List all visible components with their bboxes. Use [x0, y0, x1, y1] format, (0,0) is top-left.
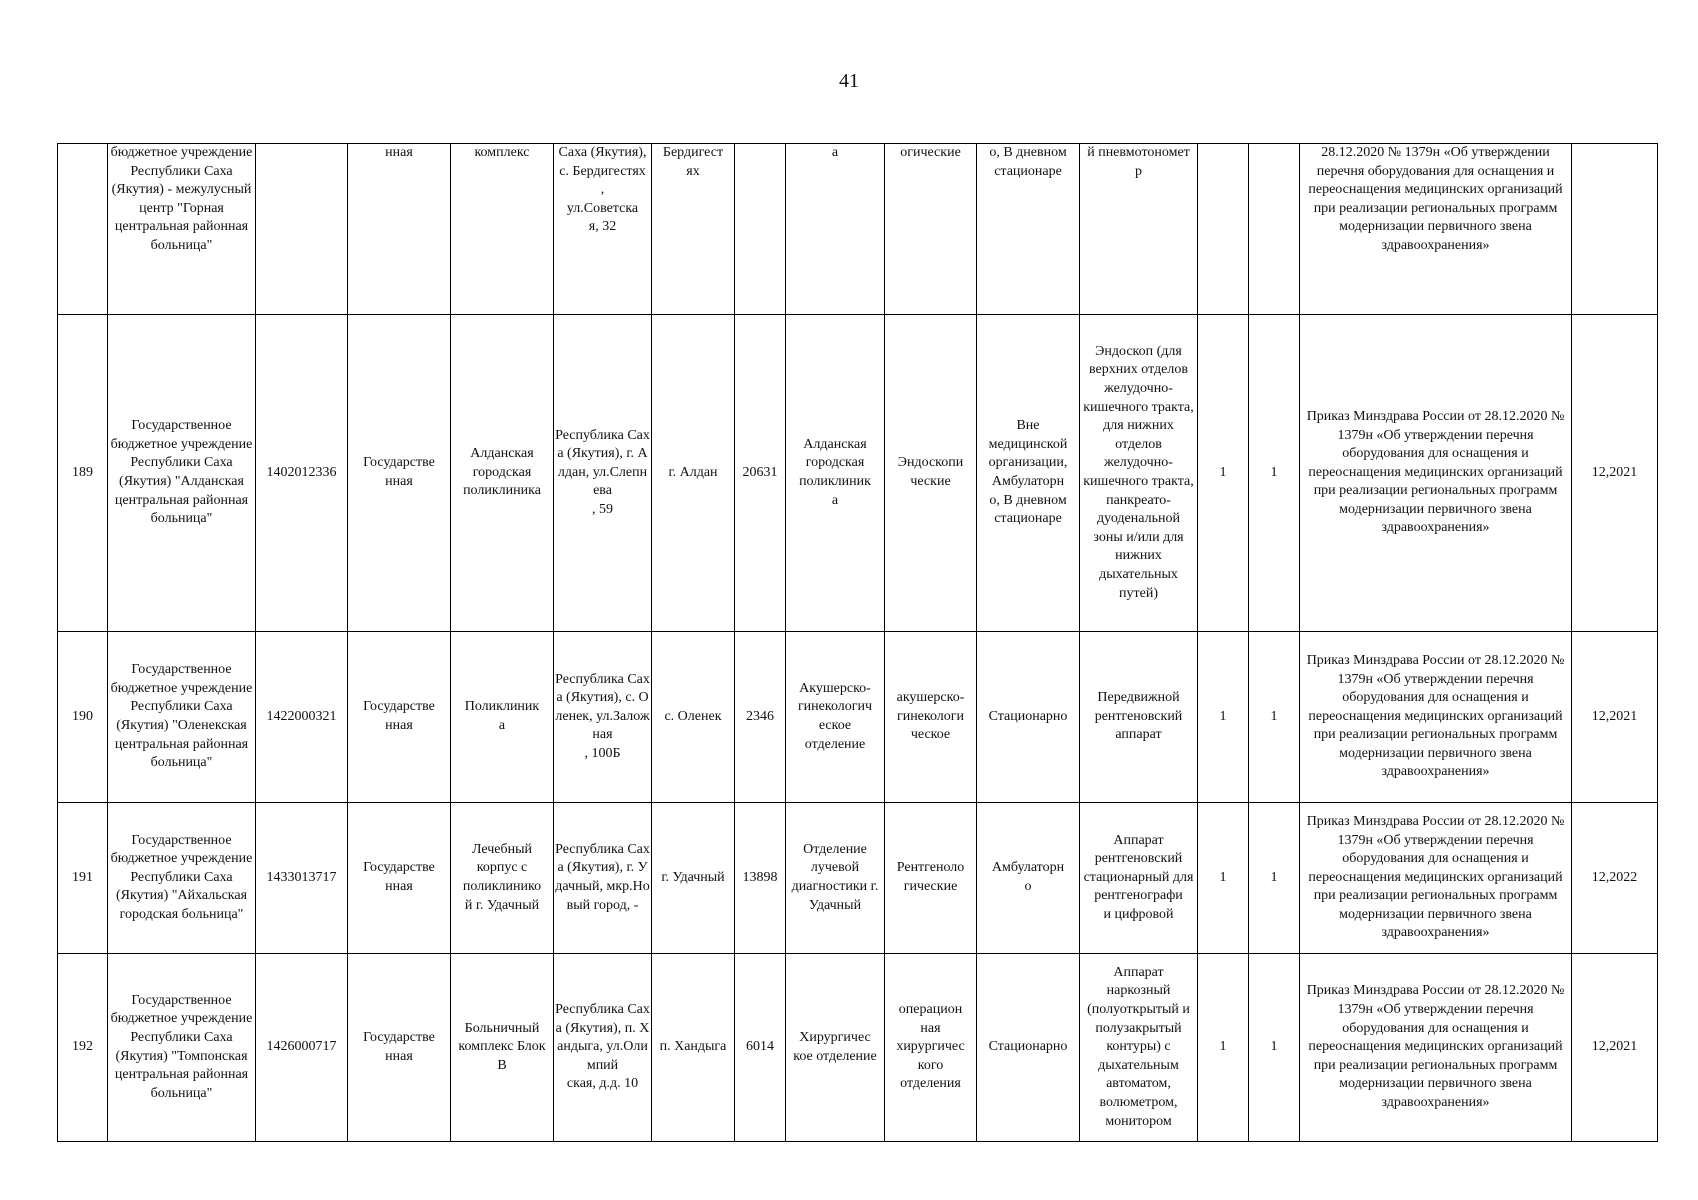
ownership-form-cell: нная [348, 144, 451, 315]
legal-basis-cell: Приказ Минздрава России от 28.12.2020 № 1379н «Об утверждении перечня оборудования для оснащения и переоснащения медицинских организаций при реализации региональных программ модернизации первичного звена здравоохранения» [1300, 954, 1572, 1142]
legal-basis-cell: 28.12.2020 № 1379н «Об утверждении перечня оборудования для оснащения и переоснащения медицинских организаций при реализации региональных программ модернизации первичного звена здравоохранения» [1300, 144, 1572, 315]
conditions-cell: Вне медицинской организации, Амбулаторн о, В дневном стационаре [977, 315, 1080, 632]
quantity-cell: 1 [1198, 632, 1249, 803]
building-cell: комплекс [451, 144, 554, 315]
row-number-cell [58, 144, 108, 315]
unit-cell: Акушерско-гинекологич еское отделение [786, 632, 885, 803]
profile-cell: огические [885, 144, 977, 315]
ownership-form-cell: Государстве нная [348, 315, 451, 632]
ownership-form-cell: Государстве нная [348, 632, 451, 803]
table-row [58, 315, 1658, 632]
organization-cell: Государственное бюджетное учреждение Республики Саха (Якутия) "Томпонская центральная районная больница" [108, 954, 256, 1142]
locality-cell: г. Алдан [652, 315, 735, 632]
date-cell: 12,2021 [1572, 954, 1658, 1142]
profile-cell: операцион ная хирургичес кого отделения [885, 954, 977, 1142]
code-cell: 13898 [735, 803, 786, 954]
equipment-table [57, 143, 1658, 1142]
locality-cell: г. Удачный [652, 803, 735, 954]
address-cell: Республика Саха (Якутия), г. Алдан, ул.Слепнева , 59 [554, 315, 652, 632]
page-number: 41 [839, 70, 859, 92]
locality-cell: с. Оленек [652, 632, 735, 803]
locality-cell: Бердигест ях [652, 144, 735, 315]
organization-cell: Государственное бюджетное учреждение Республики Саха (Якутия) "Айхальская городская больница" [108, 803, 256, 954]
table-row [58, 632, 1658, 803]
date-cell: 12,2022 [1572, 803, 1658, 954]
date-cell: 12,2021 [1572, 632, 1658, 803]
equipment-cell: й пневмотономет р [1080, 144, 1198, 315]
quantity-planned-cell: 1 [1249, 954, 1300, 1142]
building-cell: Больничный комплекс Блок В [451, 954, 554, 1142]
inn-cell: 1426000717 [256, 954, 348, 1142]
quantity-planned-cell: 1 [1249, 632, 1300, 803]
inn-cell: 1422000321 [256, 632, 348, 803]
unit-cell: Алданская городская поликлиник а [786, 315, 885, 632]
quantity-cell: 1 [1198, 954, 1249, 1142]
equipment-cell: Передвижной рентгеновский аппарат [1080, 632, 1198, 803]
conditions-cell: Стационарно [977, 632, 1080, 803]
table-row [58, 803, 1658, 954]
code-cell [735, 144, 786, 315]
inn-cell [256, 144, 348, 315]
inn-cell: 1433013717 [256, 803, 348, 954]
ownership-form-cell: Государстве нная [348, 954, 451, 1142]
unit-cell: а [786, 144, 885, 315]
ownership-form-cell: Государстве нная [348, 803, 451, 954]
inn-cell: 1402012336 [256, 315, 348, 632]
address-cell: Республика Саха (Якутия), г. Удачный, мкр.Новый город, - [554, 803, 652, 954]
locality-cell: п. Хандыга [652, 954, 735, 1142]
address-cell: Республика Саха (Якутия), с. Оленек, ул.Заложная , 100Б [554, 632, 652, 803]
equipment-cell: Аппарат наркозный (полуоткрытый и полузакрытый контуры) с дыхательным автоматом, волюметром, монитором [1080, 954, 1198, 1142]
organization-cell: Государственное бюджетное учреждение Республики Саха (Якутия) "Оленекская центральная районная больница" [108, 632, 256, 803]
row-number-cell: 192 [58, 954, 108, 1142]
organization-cell: Государственное бюджетное учреждение Республики Саха (Якутия) "Алданская центральная районная больница" [108, 315, 256, 632]
code-cell: 2346 [735, 632, 786, 803]
equipment-cell: Эндоскоп (для верхних отделов желудочно-кишечного тракта, для нижних отделов желудочно-кишечного тракта, панкреато-дуоденальной зоны и/или для нижних дыхательных путей) [1080, 315, 1198, 632]
address-cell: Республика Саха (Якутия), п. Хандыга, ул.Олимпий ская, д.д. 10 [554, 954, 652, 1142]
date-cell: 12,2021 [1572, 315, 1658, 632]
equipment-cell: Аппарат рентгеновский стационарный для рентгенографи и цифровой [1080, 803, 1198, 954]
building-cell: Поликлиник а [451, 632, 554, 803]
row-number-cell: 190 [58, 632, 108, 803]
quantity-cell [1198, 144, 1249, 315]
date-cell [1572, 144, 1658, 315]
code-cell: 6014 [735, 954, 786, 1142]
unit-cell: Отделение лучевой диагностики г. Удачный [786, 803, 885, 954]
conditions-cell: Амбулаторн о [977, 803, 1080, 954]
quantity-planned-cell: 1 [1249, 803, 1300, 954]
quantity-cell: 1 [1198, 803, 1249, 954]
row-number-cell: 191 [58, 803, 108, 954]
legal-basis-cell: Приказ Минздрава России от 28.12.2020 № 1379н «Об утверждении перечня оборудования для оснащения и переоснащения медицинских организаций при реализации региональных программ модернизации первичного звена здравоохранения» [1300, 632, 1572, 803]
quantity-cell: 1 [1198, 315, 1249, 632]
table-row [58, 954, 1658, 1142]
organization-cell: бюджетное учреждение Республики Саха (Якутия) - межулусный центр "Горная центральная районная больница" [108, 144, 256, 315]
conditions-cell: о, В дневном стационаре [977, 144, 1080, 315]
conditions-cell: Стационарно [977, 954, 1080, 1142]
row-number-cell: 189 [58, 315, 108, 632]
legal-basis-cell: Приказ Минздрава России от 28.12.2020 № 1379н «Об утверждении перечня оборудования для оснащения и переоснащения медицинских организаций при реализации региональных программ модернизации первичного звена здравоохранения» [1300, 315, 1572, 632]
profile-cell: Рентгеноло гические [885, 803, 977, 954]
address-cell: Саха (Якутия), с. Бердигестях , ул.Советска я, 32 [554, 144, 652, 315]
quantity-planned-cell: 1 [1249, 315, 1300, 632]
quantity-planned-cell [1249, 144, 1300, 315]
building-cell: Алданская городская поликлиника [451, 315, 554, 632]
profile-cell: акушерско-гинекологи ческое [885, 632, 977, 803]
building-cell: Лечебный корпус с поликлинико й г. Удачный [451, 803, 554, 954]
table-row [58, 144, 1658, 315]
unit-cell: Хирургичес кое отделение [786, 954, 885, 1142]
legal-basis-cell: Приказ Минздрава России от 28.12.2020 № 1379н «Об утверждении перечня оборудования для оснащения и переоснащения медицинских организаций при реализации региональных программ модернизации первичного звена здравоохранения» [1300, 803, 1572, 954]
table-body [58, 144, 1658, 1142]
code-cell: 20631 [735, 315, 786, 632]
profile-cell: Эндоскопи ческие [885, 315, 977, 632]
